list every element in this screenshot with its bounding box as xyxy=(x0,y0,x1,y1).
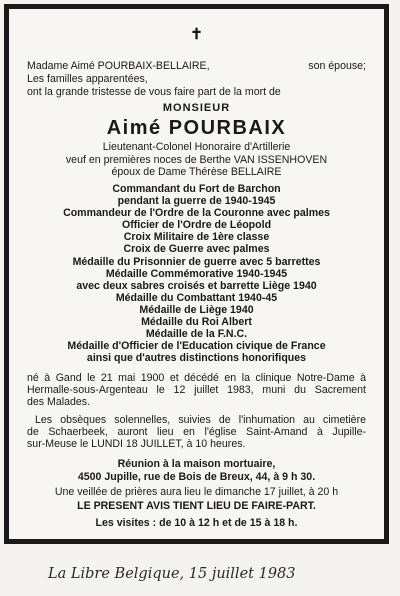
honorific: MONSIEUR xyxy=(162,102,231,114)
birth-death-line: né à Gand le 21 mai 1900 et décédé en la clinique Notre-Dame à xyxy=(27,372,366,384)
honour-line: ainsi que d'autres distinctions honorifiques xyxy=(86,352,307,364)
birth-death-line: des Malades. xyxy=(27,396,91,408)
funeral-line: sur-Meuse le LUNDI 18 JUILLET, à 10 heures. xyxy=(27,438,246,450)
announcement-line: ont la grande tristesse de vous faire part de la mort de xyxy=(27,86,281,98)
birth-death-line: Hermalle-sous-Argenteau le 12 juillet 1983, muni du Sacrement xyxy=(27,384,366,396)
honour-line: Médaille du Prisonnier de guerre avec 5 barrettes xyxy=(72,256,321,268)
honour-line: pendant la guerre de 1940-1945 xyxy=(117,195,276,207)
widow-line xyxy=(27,60,366,72)
honour-line: Commandeur de l'Ordre de la Couronne avec palmes xyxy=(63,207,330,219)
obituary-content xyxy=(9,9,384,539)
cross-icon: ✝ xyxy=(190,26,203,43)
notice-line: LE PRESENT AVIS TIENT LIEU DE FAIRE-PART. xyxy=(77,500,316,512)
vigil-line: Une veillée de prières aura lieu le dimanche 17 juillet, à 20 h xyxy=(54,486,339,498)
honour-line: Médaille Commémorative 1940-1945 xyxy=(105,268,288,280)
honour-line: Croix Militaire de 1ère classe xyxy=(123,231,270,243)
widower-line: veuf en premières noces de Berthe VAN ISSENHOVEN xyxy=(65,154,328,166)
honour-line: Commandant du Fort de Barchon xyxy=(112,183,281,195)
handwritten-source-note: La Libre Belgique, 15 juillet 1983 xyxy=(48,566,296,582)
rank-line: Lieutenant-Colonel Honoraire d'Artillerie xyxy=(102,141,291,153)
reunion-line: Réunion à la maison mortuaire, xyxy=(117,458,276,470)
honour-line: avec deux sabres croisés et barrette Liège 1940 xyxy=(76,280,317,292)
reunion-address: 4500 Jupille, rue de Bois de Breux, 44, à 9 h 30. xyxy=(77,471,316,483)
honour-line: Médaille du Combattant 1940-45 xyxy=(115,292,278,304)
honour-line: Croix de Guerre avec palmes xyxy=(123,243,270,255)
families-line: Les familles apparentées, xyxy=(27,73,148,85)
widow-name: Madame Aimé POURBAIX-BELLAIRE, xyxy=(27,60,210,72)
deceased-name: Aimé POURBAIX xyxy=(106,117,287,139)
spouse-line: époux de Dame Thérèse BELLAIRE xyxy=(111,166,282,178)
honour-line: Médaille d'Officier de l'Education civique de France xyxy=(67,340,326,352)
honour-line: Médaille de Liège 1940 xyxy=(139,304,254,316)
obituary-card xyxy=(4,4,389,544)
widow-role: son épouse; xyxy=(308,60,366,72)
funeral-line: de Schaerbeek, auront lieu en l'église Saint-Amand à Jupille- xyxy=(27,426,366,438)
honour-line: Médaille de la F.N.C. xyxy=(145,328,248,340)
honour-line: Médaille du Roi Albert xyxy=(141,316,252,328)
honour-line: Officier de l'Ordre de Léopold xyxy=(121,219,272,231)
visits-line: Les visites : de 10 à 12 h et de 15 à 18 h. xyxy=(95,517,298,529)
funeral-line: Les obsèques solennelles, suivies de l'inhumation au cimetière xyxy=(35,414,366,426)
